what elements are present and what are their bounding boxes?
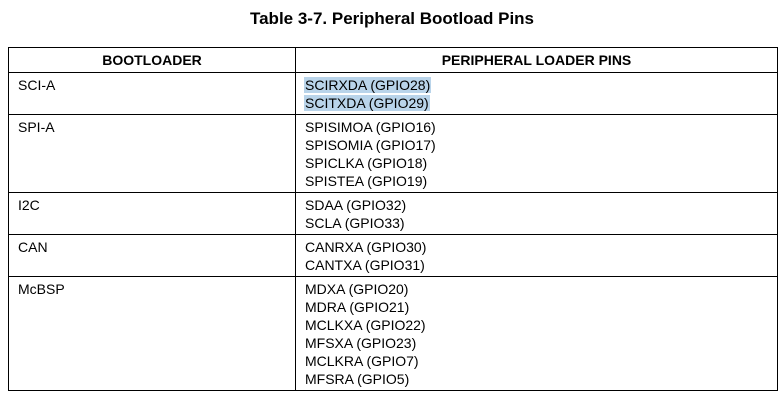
bootloader-cell <box>9 193 296 235</box>
pin-text[interactable]: CANTXA (GPIO31) <box>305 257 425 273</box>
pin-text[interactable]: MCLKXA (GPIO22) <box>305 317 426 333</box>
pin-item[interactable] <box>304 118 777 136</box>
pin-item[interactable] <box>304 196 777 214</box>
pins-cell[interactable] <box>296 277 778 391</box>
pin-text[interactable]: MDXA (GPIO20) <box>305 281 409 297</box>
pin-text[interactable]: SPICLKA (GPIO18) <box>305 155 428 171</box>
pin-item[interactable] <box>304 94 777 112</box>
bootloader-cell <box>9 73 296 115</box>
pin-item[interactable] <box>304 370 777 388</box>
pin-text[interactable]: MCLKRA (GPIO7) <box>305 353 419 369</box>
bootloader-name: SPI-A <box>18 119 55 135</box>
bootloader-name: SCI-A <box>18 77 56 93</box>
pin-text[interactable]: SPISTEA (GPIO19) <box>305 173 428 189</box>
selected-pin-text[interactable]: SCITXDA (GPIO29) <box>305 95 429 111</box>
pin-item[interactable] <box>304 238 777 256</box>
table-caption: Table 3-7. Peripheral Bootload Pins <box>249 9 535 28</box>
bootloader-name: I2C <box>18 197 40 213</box>
bootloader-name: CAN <box>18 239 48 255</box>
pin-item[interactable] <box>304 256 777 274</box>
pin-text[interactable]: SPISOMIA (GPIO17) <box>305 137 436 153</box>
table-header-row <box>9 48 778 73</box>
selected-pin-text[interactable]: SCIRXDA (GPIO28) <box>305 77 431 93</box>
header-peripheral-loader-pins: PERIPHERAL LOADER PINS <box>296 48 778 73</box>
pin-item[interactable] <box>304 352 777 370</box>
pin-text[interactable]: MFSXA (GPIO23) <box>305 335 417 351</box>
table-row-spi-a <box>9 115 778 193</box>
peripheral-bootload-table <box>8 47 778 391</box>
pins-cell[interactable] <box>296 115 778 193</box>
pins-cell[interactable] <box>296 193 778 235</box>
bootloader-cell <box>9 115 296 193</box>
header-bootloader: BOOTLOADER <box>9 48 296 73</box>
pin-item[interactable] <box>304 298 777 316</box>
table-row-i2c <box>9 193 778 235</box>
table-row-sci-a <box>9 73 778 115</box>
pin-item[interactable] <box>304 214 777 232</box>
pins-cell[interactable] <box>296 73 778 115</box>
table-row-mcbsp <box>9 277 778 391</box>
bootloader-cell <box>9 235 296 277</box>
pin-text[interactable]: SDAA (GPIO32) <box>305 197 407 213</box>
pin-item[interactable] <box>304 136 777 154</box>
bootloader-name: McBSP <box>18 281 65 297</box>
table-row-can <box>9 235 778 277</box>
pin-text[interactable]: SPISIMOA (GPIO16) <box>305 119 436 135</box>
pin-text[interactable]: CANRXA (GPIO30) <box>305 239 427 255</box>
pin-item[interactable] <box>304 172 777 190</box>
pin-text[interactable]: MDRA (GPIO21) <box>305 299 410 315</box>
pin-item[interactable] <box>304 76 777 94</box>
pin-text[interactable]: MFSRA (GPIO5) <box>305 371 410 387</box>
pin-text[interactable]: SCLA (GPIO33) <box>305 215 405 231</box>
pin-item[interactable] <box>304 154 777 172</box>
bootloader-cell <box>9 277 296 391</box>
pins-cell[interactable] <box>296 235 778 277</box>
pin-item[interactable] <box>304 280 777 298</box>
pin-item[interactable] <box>304 316 777 334</box>
pin-item[interactable] <box>304 334 777 352</box>
